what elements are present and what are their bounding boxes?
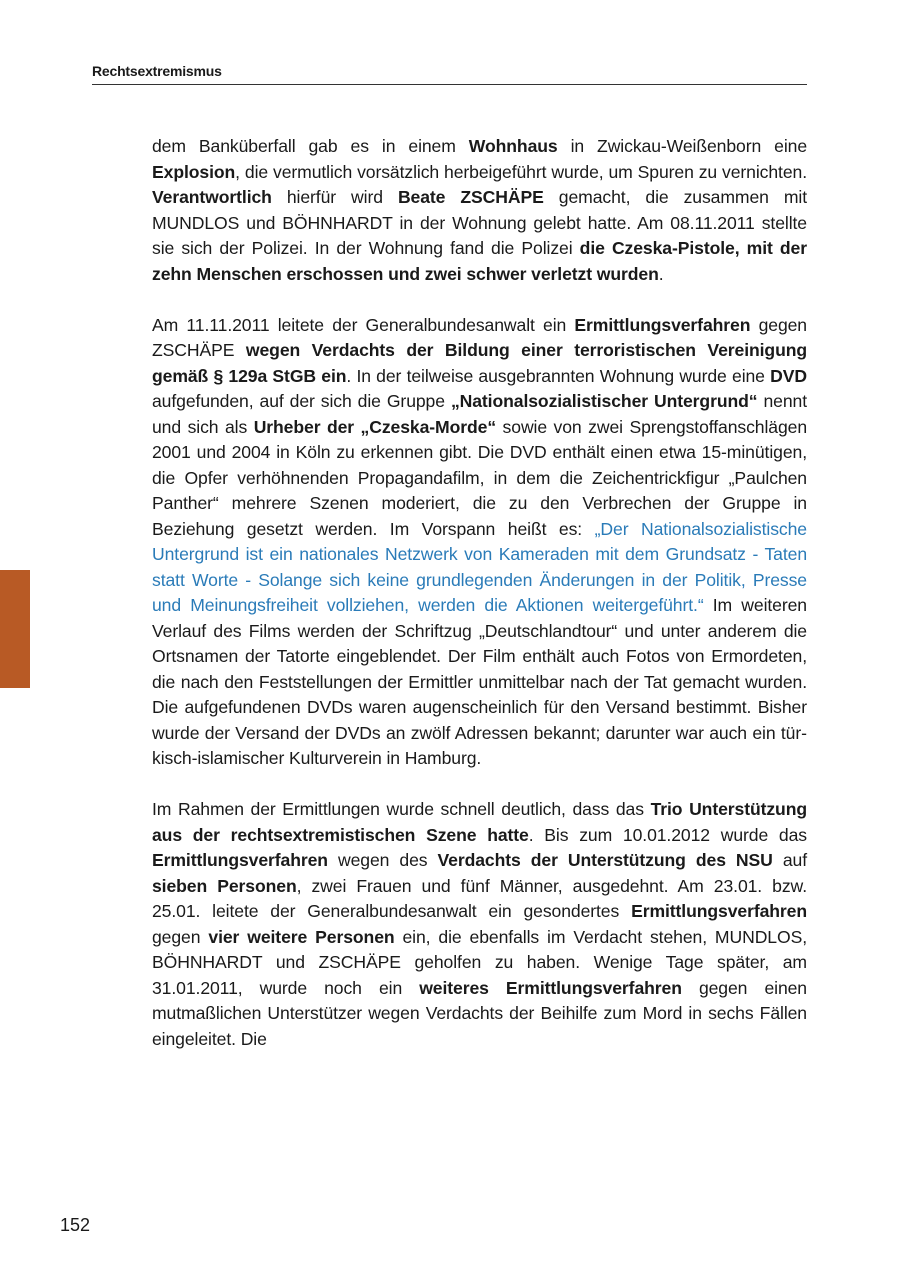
text-segment: hierfür wird (271, 187, 398, 207)
bold-text: die Czeska-Pistole, mit der zehn Menschen erschossen und zwei schwer verletzt wurden (152, 238, 807, 284)
bold-text: Explosion (152, 161, 236, 182)
bold-text: Ermittlungsverfahren (152, 850, 328, 870)
running-header-title: Rechtsextremismus (92, 63, 222, 79)
bold-text: DVD (770, 365, 807, 386)
running-header (92, 60, 807, 85)
bold-text: Verantwortlich (152, 187, 272, 207)
body-text (152, 134, 807, 1052)
bold-text: weiteres Ermittlungsverfahren (419, 977, 682, 998)
page-number: 152 (60, 1215, 91, 1235)
text-segment: Im weiteren Verlauf des Films werden der Schriftzug „Deutschlandtour“ und unter anderem die Ortsnamen der Tatorte eingeblendet. Der Film enthält auch Fotos von Ermordeten, die nach den Feststellungen der Ermittler unmittelbar nach der Tat gemacht wurden. Die aufgefundenen DVDs waren augenscheinlich für den Versand bestimmt. Bisher wurde der Versand der DVDs an zwölf Adressen bekannt; darunter war auch ein türkisch-islamischer Kulturverein in Hamburg. (152, 595, 807, 768)
text-segment: aufgefunden, auf der sich die Gruppe (152, 391, 451, 411)
quoted-text: „Der Nationalsozialistische Untergrund ist ein nationales Netzwerk von Kameraden mit dem Grundsatz - Taten statt Worte - Solange sich keine grundlegenden Änderungen in der Politik, Presse und Meinungsfreiheit vollziehen, werden die Aktionen weitergeführt.“ (152, 518, 807, 615)
text-segment: , die vermutlich vorsätzlich herbeigeführt wurde, um Spuren zu vernichten. (235, 161, 807, 182)
text-segment: sowie von zwei Sprengstoffanschlägen 2001 und 2004 in Köln zu erkennen gibt. Die DVD enthält einen etwa 15-minütigen, die Opfer verhöhnenden Propagandafilm, in dem die Zeichentrickfigur „Paulchen Panther“ mehrere Szenen moderiert, die zu den Verbrechen der Gruppe in Beziehung gesetzt werden. Im Vorspann heißt es: (152, 416, 808, 539)
text-segment: Am 11.11.2011 leitete der Generalbundesanwalt ein (152, 314, 575, 335)
bold-text: Wohnhaus (468, 136, 558, 156)
bold-text: „Nationalsozialistischer Untergrund“ (450, 391, 758, 411)
text-segment: wegen des (327, 850, 438, 870)
text-segment: gegen (152, 926, 209, 947)
text-segment: , zwei Frauen und fünf Männer, ausgedehnt. Am 23.01. bzw. 25.01. leitete der Generalbundesanwalt ein gesondertes (152, 875, 807, 921)
text-segment: Im Rahmen der Ermittlungen wurde schnell deutlich, dass das (152, 799, 651, 819)
paragraph-2 (152, 313, 807, 772)
bold-text: Urheber der „Czeska-Morde“ (253, 416, 497, 437)
paragraph-1 (152, 134, 807, 287)
text-segment: dem Banküberfall gab es in einem (152, 136, 469, 156)
text-segment: . Bis zum 10.01.2012 wurde das (528, 824, 807, 845)
bold-text: Ermittlungsverfahren (574, 314, 751, 335)
text-segment: in Zwickau-Weißenborn eine (557, 136, 807, 156)
text-segment: gemacht, die zusammen mit MUNDLOS und BÖHNHARDT in der Wohnung gelebt hatte. Am 08.11.2011 stellte sie sich der Polizei. In der Wohnung fand die Polizei (152, 187, 807, 258)
bold-text: wegen Verdachts der Bildung einer terroristischen Vereinigung gemäß § 129a StGB ein (152, 340, 808, 386)
bold-text: Ermittlungsverfahren (631, 901, 807, 921)
bold-text: Verdachts der Unterstützung des NSU (437, 850, 773, 870)
bold-text: Trio Unterstützung aus der rechtsextremistischen Szene hatte (152, 799, 807, 845)
text-segment: gegen ZSCHÄPE (152, 314, 807, 360)
bold-text: sieben Personen (152, 875, 297, 896)
paragraph-3 (152, 797, 807, 1052)
text-segment: ein, die ebenfalls im Verdacht stehen, MUNDLOS, BÖHNHARDT und ZSCHÄPE geholfen zu haben. Wenige Tage später, am 31.01.2011, wurde noch ein (152, 926, 808, 998)
text-segment: auf (772, 850, 807, 870)
text-segment: gegen einen mutmaßlichen Unterstützer wegen Verdachts der Beihilfe zum Mord in sechs Fällen eingeleitet. Die (152, 977, 807, 1049)
chapter-side-tab (0, 570, 30, 688)
bold-text: Beate ZSCHÄPE (397, 187, 544, 207)
text-segment: . (658, 263, 664, 284)
text-segment: nennt und sich als (152, 391, 807, 437)
text-segment: . In der teilweise ausgebrannten Wohnung wurde eine (346, 365, 771, 386)
bold-text: vier weitere Personen (208, 926, 395, 947)
